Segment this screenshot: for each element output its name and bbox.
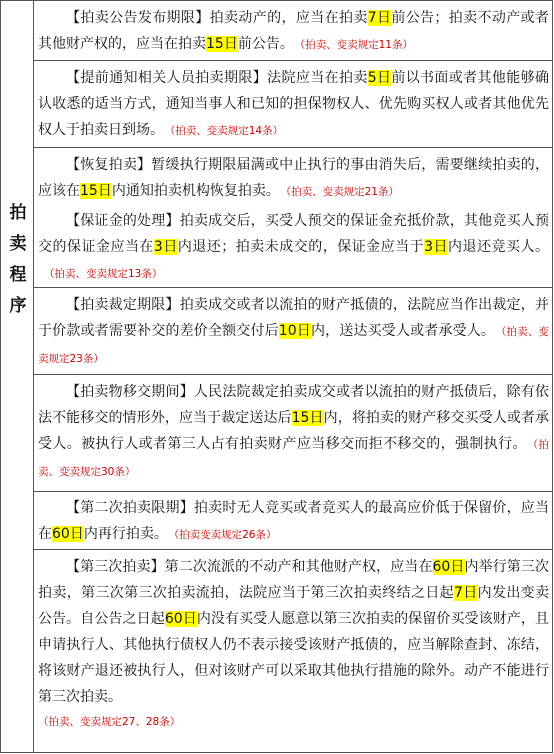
text-run: 【拍卖裁定期限】拍卖成交或者以流拍的财产抵债的，法院应当作出裁定，并于价款或者需要补交的差价全额交付后 [38,297,549,339]
highlighted-period: 15日 [206,36,238,52]
highlighted-period: 7日 [454,585,478,601]
row-third-auction [34,550,552,754]
highlighted-period: 3日 [424,239,449,255]
text-run: 内再行拍卖。 [83,526,168,542]
text-run: 【保证金的处理】拍卖成交后，买受人预交的保证金充抵价款，其他竞买人预交的保证金应当在 [38,213,549,255]
row-property-transfer [34,375,552,492]
text-run: 内发出变卖公告。自公告之日起 [38,585,550,627]
citation-note: （拍卖、变卖规定23条） [38,326,550,365]
text-run: 【拍卖公告发布期限】拍卖动产的，应当在拍卖 [66,10,368,26]
text-run: 内没有买受人愿意以第三次拍卖的保留价买受该财产，且申请执行人、其他执行债权人仍不表示接受该财产抵债的，应当解除查封、冻结，将该财产退还被执行人，但对该财产可以采取其他执行措施的除外。动产不能进行第三次拍卖。 [38,611,550,705]
text-run: 内退还；拍卖未成交的，保证金应当于 [177,239,425,255]
text-run: 内退还竞买人。 [448,239,549,255]
highlighted-period: 15日 [291,410,324,426]
paragraph [38,554,549,734]
row-second-auction [34,492,552,550]
text-run: 【第二次拍卖限期】拍卖时无人竞买或者竞买人的最高应价低于保留价，应当在 [38,500,549,542]
citation-note: （拍卖、变卖规定11条） [299,39,413,51]
paragraph [38,495,549,548]
text-run: 内举行第三次拍卖，第三次第三次拍卖流拍，法院应当于第三次拍卖终结之日起 [38,559,549,601]
highlighted-period: 5日 [367,70,392,86]
row-ruling-deadline [34,288,552,375]
category-label: 拍卖程序 [9,203,27,316]
text-run: 【拍卖物移交期间】人民法院裁定拍卖成交或者以流拍的财产抵债后，除有依法不能移交的情形外，应当于裁定送达后 [38,384,549,426]
citation-note: （拍卖、变卖规定13条） [44,268,163,280]
row-resume-and-deposit [34,148,552,288]
row-advance-notice [34,61,552,148]
text-run: 【第三次拍卖】第二次流派的不动产和其他财产权，应当在 [66,559,433,575]
citation-note: （拍卖、变卖规定14条） [170,125,284,137]
highlighted-period: 60日 [432,559,465,575]
highlighted-period: 7日 [367,10,392,26]
text-run: 前公告。 [237,36,294,52]
highlighted-period: 60日 [52,526,84,542]
citation-note: （拍卖变卖规定26条） [173,529,277,541]
text-run: 前以书面或者其他能够确认收悉的适当方式，通知当事人和已知的担保物权人、优先购买权人或者其他优先权人于拍卖日到场。 [38,70,549,138]
paragraph [38,292,549,372]
text-run: 内，送达买受人或者承受人。 [310,323,496,339]
highlighted-period: 15日 [80,183,112,199]
highlighted-period: 10日 [278,323,311,339]
citation-note: （拍卖、变卖规定21条） [285,186,399,198]
text-run: 【恢复拍卖】暂缓执行期限届满或中止执行的事由消失后，需要继续拍卖的，应该在 [38,157,549,199]
highlighted-period: 3日 [153,239,178,255]
paragraph [38,152,549,205]
row-auction-notice [34,1,552,61]
category-column [1,1,34,752]
text-run: 前公告；拍卖不动产或者其他财产权的，应当在拍卖 [38,10,549,52]
text-run: 【提前通知相关人员拍卖期限】法院应当在拍卖 [66,70,368,86]
paragraph [38,5,549,58]
citation-note: （拍卖、变卖规定27、28条） [38,716,181,728]
highlighted-period: 60日 [164,611,197,627]
paragraph [38,65,549,144]
paragraph [38,208,549,287]
paragraph [38,379,549,485]
text-run: 内通知拍卖机构恢复拍卖。 [111,183,280,199]
text-run: 内，将拍卖的财产移交买受人或者承受人。被执行人或者第三人占有拍卖财产应当移交而拒不移交的，强制执行。 [38,410,549,452]
citation-note: （拍卖、变卖规定30条） [38,439,550,478]
